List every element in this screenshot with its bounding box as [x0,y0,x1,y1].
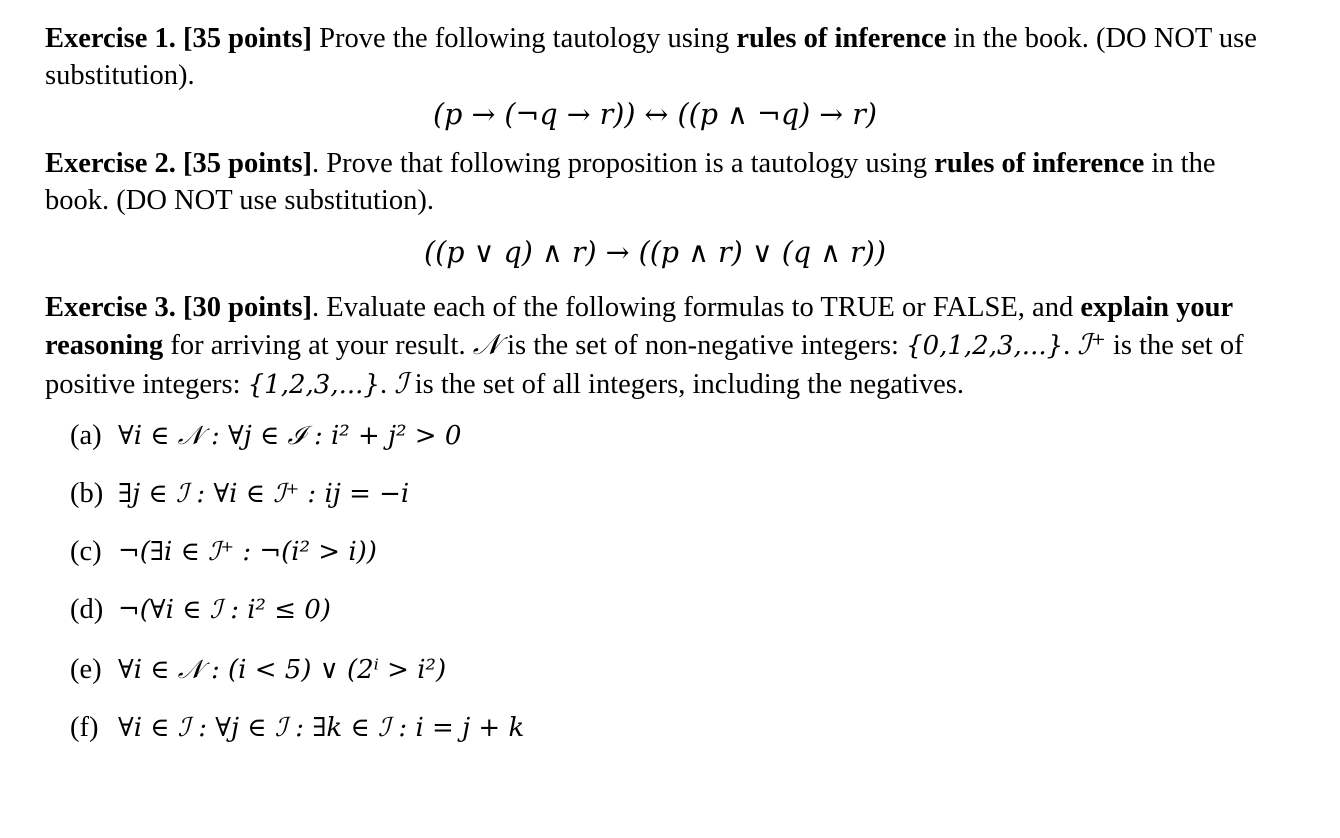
exercise-3-text-d: . [1063,330,1078,361]
item-label: (f) [70,712,99,743]
exercise-3-title: Exercise 3. [30 points] [45,292,313,323]
exercise-2-text-a: . Prove that following proposition is a tautology using [312,148,935,179]
item-formula: ∀i ∈ ℐ : ∀j ∈ ℐ : ∃k ∈ ℐ : i = j + k [118,713,525,743]
exercise-2-bold: rules of inference [934,148,1145,179]
exercise-1-text-b: in the book. (DO NOT use substitution). [45,23,1257,91]
list-item-d [70,594,331,626]
list-item-f [70,712,524,744]
item-formula: ∃j ∈ ℐ : ∀i ∈ ℐ⁺ : ij = −i [118,479,410,509]
exercise-2-text [45,145,1285,219]
exercise-3-text [45,289,1285,404]
positive-set-symbol: ℐ⁺ [1077,328,1106,361]
exercise-1-title: Exercise 1. [35 points] [45,23,313,54]
positive-set-listing: {1,2,3,...} [247,370,380,400]
exercise-3-text-g: is the set of all integers, including the negatives. [407,369,964,400]
exercise-3-text-c: is the set of non-negative integers: [500,330,907,361]
natural-set-symbol: 𝒩 [472,328,501,361]
exercise-3-bold: explain your reasoning [45,292,1233,361]
item-formula: ¬(∃i ∈ ℐ⁺ : ¬(i² > i)) [118,537,377,567]
exercise-1-text [45,20,1285,94]
exercise-3-text-a: . Evaluate each of the following formulas to TRUE or FALSE, and [312,292,1081,323]
exercise-2-text-b: in the book. (DO NOT use substitution). [45,148,1216,216]
list-item-b [70,478,409,510]
exercise-1-text-a: Prove the following tautology using [312,23,737,54]
item-label: (c) [70,536,102,567]
item-formula: ¬(∀i ∈ ℐ : i² ≤ 0) [118,595,331,625]
list-item-a [70,420,461,452]
exercise-3-text-f: . [379,369,395,400]
exercise-1-bold: rules of inference [736,23,947,54]
item-formula: ∀i ∈ 𝒩 : ∀j ∈ ℐ : i² + j² > 0 [118,421,462,451]
item-label: (b) [70,478,104,509]
item-label: (d) [70,594,104,625]
item-formula: ∀i ∈ 𝒩 : (i < 5) ∨ (2ⁱ > i²) [118,655,447,685]
integer-set-symbol: ℐ [394,367,408,400]
exercise-1-formula: (p → (¬q → r)) ↔ ((p ∧ ¬q) → r) [433,98,877,131]
list-item-c [70,536,377,568]
list-item-e [70,654,446,686]
exercise-2-title: Exercise 2. [35 points] [45,148,313,179]
natural-set-listing: {0,1,2,3,...} [906,331,1064,361]
exercise-3-text-b: for arriving at your result. [163,330,473,361]
exercise-2-formula: ((p ∨ q) ∧ r) → ((p ∧ r) ∨ (q ∧ r)) [424,236,886,269]
item-label: (a) [70,420,102,451]
item-label: (e) [70,654,102,685]
exercise-3-text-e: is the set of positive integers: [45,330,1244,400]
